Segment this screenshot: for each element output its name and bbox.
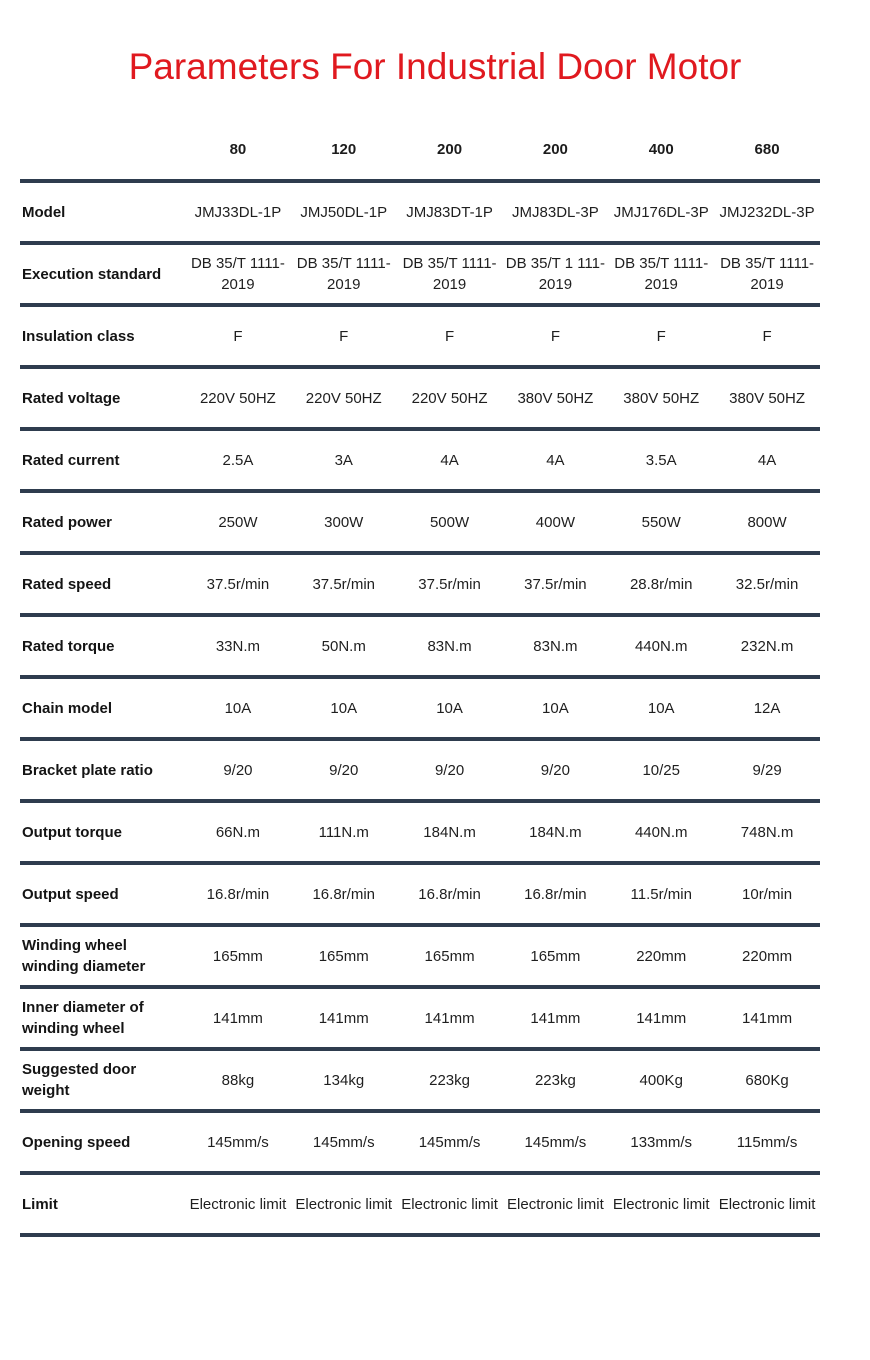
cell: 9/20 bbox=[502, 739, 608, 801]
cell: 165mm bbox=[185, 925, 291, 987]
cell: 50N.m bbox=[291, 615, 397, 677]
table-row bbox=[20, 1173, 820, 1235]
cell: 9/20 bbox=[291, 739, 397, 801]
column-header: 680 bbox=[754, 141, 780, 158]
cell: JMJ83DL-3P bbox=[502, 181, 608, 243]
cell: 165mm bbox=[291, 925, 397, 987]
cell: 141mm bbox=[714, 987, 820, 1049]
page-title: Parameters For Industrial Door Motor bbox=[128, 46, 742, 87]
cell: 37.5r/min bbox=[397, 553, 503, 615]
cell: JMJ176DL-3P bbox=[608, 181, 714, 243]
cell: DB 35/T 1111-2019 bbox=[608, 243, 714, 305]
header-spacer bbox=[20, 120, 185, 181]
table-row bbox=[20, 491, 820, 553]
cell: JMJ232DL-3P bbox=[714, 181, 820, 243]
cell: 10A bbox=[397, 677, 503, 739]
row-label: Rated torque bbox=[20, 615, 185, 677]
table-row bbox=[20, 925, 820, 987]
cell: 37.5r/min bbox=[291, 553, 397, 615]
cell: 2.5A bbox=[185, 429, 291, 491]
cell: 4A bbox=[502, 429, 608, 491]
cell: 10A bbox=[291, 677, 397, 739]
table-row bbox=[20, 863, 820, 925]
table-row bbox=[20, 987, 820, 1049]
cell: 145mm/s bbox=[502, 1111, 608, 1173]
cell: 165mm bbox=[502, 925, 608, 987]
cell: DB 35/T 1 111-2019 bbox=[502, 243, 608, 305]
row-label: Rated voltage bbox=[20, 367, 185, 429]
cell: 115mm/s bbox=[714, 1111, 820, 1173]
cell: 66N.m bbox=[185, 801, 291, 863]
cell: 10/25 bbox=[608, 739, 714, 801]
cell: 10A bbox=[185, 677, 291, 739]
table-row bbox=[20, 305, 820, 367]
cell: 141mm bbox=[185, 987, 291, 1049]
cell: Electronic limit bbox=[185, 1173, 291, 1235]
cell: 9/29 bbox=[714, 739, 820, 801]
cell: 9/20 bbox=[185, 739, 291, 801]
cell: 83N.m bbox=[397, 615, 503, 677]
parameters-table bbox=[20, 120, 820, 1237]
cell: 16.8r/min bbox=[185, 863, 291, 925]
row-label: Limit bbox=[20, 1173, 185, 1235]
table-row bbox=[20, 429, 820, 491]
cell: Electronic limit bbox=[502, 1173, 608, 1235]
table-row bbox=[20, 367, 820, 429]
cell: 165mm bbox=[397, 925, 503, 987]
cell: F bbox=[714, 305, 820, 367]
column-header: 200 bbox=[437, 141, 463, 158]
row-label: Winding wheel winding diameter bbox=[20, 925, 185, 987]
column-header: 400 bbox=[648, 141, 674, 158]
row-label: Inner diameter of winding wheel bbox=[20, 987, 185, 1049]
cell: DB 35/T 1111-2019 bbox=[714, 243, 820, 305]
cell: JMJ33DL-1P bbox=[185, 181, 291, 243]
table-row bbox=[20, 243, 820, 305]
row-label: Opening speed bbox=[20, 1111, 185, 1173]
cell: 16.8r/min bbox=[502, 863, 608, 925]
cell: 223kg bbox=[502, 1049, 608, 1111]
table-row bbox=[20, 739, 820, 801]
cell: 37.5r/min bbox=[185, 553, 291, 615]
cell: 380V 50HZ bbox=[608, 367, 714, 429]
cell: 232N.m bbox=[714, 615, 820, 677]
cell: 220V 50HZ bbox=[185, 367, 291, 429]
row-label: Insulation class bbox=[20, 305, 185, 367]
cell: 220V 50HZ bbox=[397, 367, 503, 429]
cell: 32.5r/min bbox=[714, 553, 820, 615]
cell: 145mm/s bbox=[291, 1111, 397, 1173]
cell: 28.8r/min bbox=[608, 553, 714, 615]
column-header: 200 bbox=[542, 141, 568, 158]
cell: 145mm/s bbox=[185, 1111, 291, 1173]
row-label: Rated current bbox=[20, 429, 185, 491]
cell: 184N.m bbox=[502, 801, 608, 863]
cell: 380V 50HZ bbox=[714, 367, 820, 429]
cell: 680Kg bbox=[714, 1049, 820, 1111]
cell: 4A bbox=[714, 429, 820, 491]
cell: F bbox=[291, 305, 397, 367]
column-header: 80 bbox=[229, 141, 247, 158]
cell: 500W bbox=[397, 491, 503, 553]
cell: 4A bbox=[397, 429, 503, 491]
cell: F bbox=[608, 305, 714, 367]
table-row bbox=[20, 677, 820, 739]
cell: 3.5A bbox=[608, 429, 714, 491]
cell: 16.8r/min bbox=[397, 863, 503, 925]
cell: 10A bbox=[608, 677, 714, 739]
cell: 440N.m bbox=[608, 801, 714, 863]
cell: 141mm bbox=[397, 987, 503, 1049]
table-row bbox=[20, 615, 820, 677]
cell: 111N.m bbox=[291, 801, 397, 863]
cell: 10r/min bbox=[714, 863, 820, 925]
cell: 11.5r/min bbox=[608, 863, 714, 925]
cell: 88kg bbox=[185, 1049, 291, 1111]
cell: Electronic limit bbox=[397, 1173, 503, 1235]
row-label: Output speed bbox=[20, 863, 185, 925]
cell: 37.5r/min bbox=[502, 553, 608, 615]
cell: 748N.m bbox=[714, 801, 820, 863]
cell: 83N.m bbox=[502, 615, 608, 677]
cell: 12A bbox=[714, 677, 820, 739]
cell: 3A bbox=[291, 429, 397, 491]
cell: 550W bbox=[608, 491, 714, 553]
cell: 33N.m bbox=[185, 615, 291, 677]
cell: 141mm bbox=[291, 987, 397, 1049]
cell: F bbox=[397, 305, 503, 367]
cell: 16.8r/min bbox=[291, 863, 397, 925]
cell: 220mm bbox=[714, 925, 820, 987]
cell: 800W bbox=[714, 491, 820, 553]
cell: Electronic limit bbox=[608, 1173, 714, 1235]
cell: Electronic limit bbox=[714, 1173, 820, 1235]
cell: JMJ83DT-1P bbox=[397, 181, 503, 243]
cell: 9/20 bbox=[397, 739, 503, 801]
cell: JMJ50DL-1P bbox=[291, 181, 397, 243]
cell: 145mm/s bbox=[397, 1111, 503, 1173]
table-row bbox=[20, 1111, 820, 1173]
cell: 141mm bbox=[502, 987, 608, 1049]
column-header: 120 bbox=[331, 141, 357, 158]
cell: F bbox=[502, 305, 608, 367]
cell: F bbox=[185, 305, 291, 367]
cell: 440N.m bbox=[608, 615, 714, 677]
row-label: Rated speed bbox=[20, 553, 185, 615]
cell: 400W bbox=[502, 491, 608, 553]
cell: 141mm bbox=[608, 987, 714, 1049]
row-label: Bracket plate ratio bbox=[20, 739, 185, 801]
cell: 250W bbox=[185, 491, 291, 553]
row-label: Rated power bbox=[20, 491, 185, 553]
row-label: Model bbox=[20, 181, 185, 243]
cell: 134kg bbox=[291, 1049, 397, 1111]
row-label: Execution standard bbox=[20, 243, 185, 305]
cell: 10A bbox=[502, 677, 608, 739]
table-row bbox=[20, 801, 820, 863]
cell: 220V 50HZ bbox=[291, 367, 397, 429]
row-label: Suggested door weight bbox=[20, 1049, 185, 1111]
table-body bbox=[20, 181, 820, 1235]
cell: 220mm bbox=[608, 925, 714, 987]
cell: 400Kg bbox=[608, 1049, 714, 1111]
row-label: Output torque bbox=[20, 801, 185, 863]
table-row bbox=[20, 181, 820, 243]
row-label: Chain model bbox=[20, 677, 185, 739]
cell: 380V 50HZ bbox=[502, 367, 608, 429]
cell: 223kg bbox=[397, 1049, 503, 1111]
table-row bbox=[20, 553, 820, 615]
cell: DB 35/T 1111-2019 bbox=[291, 243, 397, 305]
cell: DB 35/T 1111-2019 bbox=[397, 243, 503, 305]
table-row bbox=[20, 1049, 820, 1111]
header-row bbox=[20, 120, 820, 181]
cell: Electronic limit bbox=[291, 1173, 397, 1235]
cell: 133mm/s bbox=[608, 1111, 714, 1173]
cell: 184N.m bbox=[397, 801, 503, 863]
cell: 300W bbox=[291, 491, 397, 553]
cell: DB 35/T 1111-2019 bbox=[185, 243, 291, 305]
